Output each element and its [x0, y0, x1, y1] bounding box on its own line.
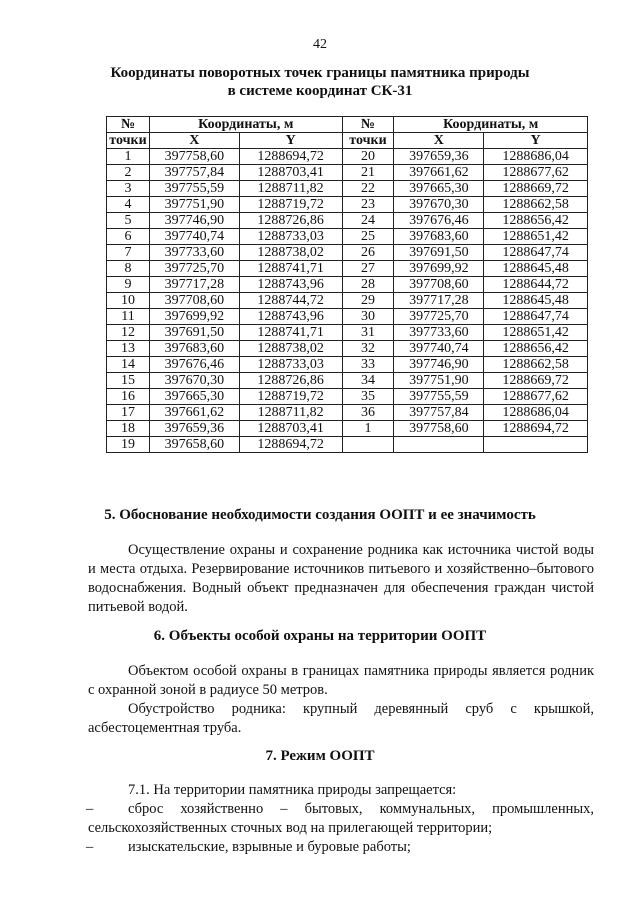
table-row	[107, 245, 588, 261]
table-row	[107, 421, 588, 437]
cell-y-left: 1288719,72	[239, 197, 342, 213]
cell-x-left: 397717,28	[149, 277, 239, 293]
table-row	[107, 293, 588, 309]
section6-text2: Обустройство родника: крупный деревянный сруб с крышкой, асбестоцементная труба.	[88, 701, 594, 736]
cell-point-no-right: 29	[342, 293, 394, 309]
section6-paragraph-1	[88, 662, 594, 700]
cell-y-left: 1288726,86	[239, 213, 342, 229]
cell-point-no-left: 19	[107, 437, 150, 453]
cell-x-right: 397670,30	[394, 197, 484, 213]
cell-point-no-right: 20	[342, 149, 394, 165]
header-coords-right: Координаты, м	[394, 117, 588, 133]
cell-point-no-left: 14	[107, 357, 150, 373]
cell-y-left: 1288733,03	[239, 229, 342, 245]
cell-point-no-right: 1	[342, 421, 394, 437]
cell-y-right: 1288686,04	[484, 405, 588, 421]
table-title	[0, 64, 640, 100]
cell-y-left: 1288694,72	[239, 149, 342, 165]
cell-x-left: 397683,60	[149, 341, 239, 357]
cell-y-left: 1288711,82	[239, 405, 342, 421]
list-item	[88, 800, 594, 838]
cell-point-no-left: 2	[107, 165, 150, 181]
cell-point-no-left: 3	[107, 181, 150, 197]
coordinates-table	[106, 116, 588, 453]
cell-point-no-left: 7	[107, 245, 150, 261]
page-number: 42	[313, 37, 327, 52]
cell-x-left: 397699,92	[149, 309, 239, 325]
cell-point-no-right: 31	[342, 325, 394, 341]
cell-y-right: 1288651,42	[484, 229, 588, 245]
table-title-line2: в системе координат СК-31	[227, 83, 413, 99]
cell-y-left: 1288703,41	[239, 421, 342, 437]
cell-x-right: 397699,92	[394, 261, 484, 277]
list-item-text: сброс хозяйственно – бытовых, коммунальных, промышленных, сельскохозяйственных сточных вод на прилегающей территории;	[88, 801, 594, 836]
cell-point-no-right: 28	[342, 277, 394, 293]
cell-x-right: 397733,60	[394, 325, 484, 341]
cell-x-left: 397740,74	[149, 229, 239, 245]
cell-point-no-left: 8	[107, 261, 150, 277]
cell-x-left: 397659,36	[149, 421, 239, 437]
section5-paragraph	[88, 541, 594, 617]
cell-x-right: 397740,74	[394, 341, 484, 357]
cell-y-left: 1288743,96	[239, 309, 342, 325]
cell-y-left: 1288741,71	[239, 325, 342, 341]
cell-y-left: 1288733,03	[239, 357, 342, 373]
cell-x-left: 397751,90	[149, 197, 239, 213]
section7-heading: 7. Режим ООПТ	[265, 748, 375, 764]
cell-y-right	[484, 437, 588, 453]
cell-point-no-left: 10	[107, 293, 150, 309]
cell-y-right: 1288677,62	[484, 389, 588, 405]
cell-x-right: 397717,28	[394, 293, 484, 309]
cell-x-right: 397661,62	[394, 165, 484, 181]
cell-y-left: 1288743,96	[239, 277, 342, 293]
table-row	[107, 213, 588, 229]
header-y-left: Y	[239, 133, 342, 149]
cell-point-no-left: 15	[107, 373, 150, 389]
cell-point-no-left: 6	[107, 229, 150, 245]
list-dash: –	[86, 801, 94, 817]
section6-paragraph-2	[88, 700, 594, 738]
cell-point-no-right: 36	[342, 405, 394, 421]
cell-y-right: 1288651,42	[484, 325, 588, 341]
cell-x-right: 397708,60	[394, 277, 484, 293]
cell-y-left: 1288694,72	[239, 437, 342, 453]
table-row	[107, 229, 588, 245]
table-row	[107, 373, 588, 389]
table-row	[107, 197, 588, 213]
cell-x-right: 397665,30	[394, 181, 484, 197]
cell-point-no-right: 33	[342, 357, 394, 373]
cell-point-no-left: 9	[107, 277, 150, 293]
cell-y-right: 1288677,62	[484, 165, 588, 181]
cell-y-right: 1288694,72	[484, 421, 588, 437]
cell-y-left: 1288726,86	[239, 373, 342, 389]
cell-x-left: 397757,84	[149, 165, 239, 181]
cell-point-no-right: 22	[342, 181, 394, 197]
table-header-row-2	[107, 133, 588, 149]
cell-x-left: 397725,70	[149, 261, 239, 277]
cell-x-right: 397746,90	[394, 357, 484, 373]
section6-text1: Объектом особой охраны в границах памятника природы является родник с охранной зоной в радиусе 50 метров.	[88, 663, 594, 698]
cell-x-left: 397755,59	[149, 181, 239, 197]
cell-y-right: 1288656,42	[484, 213, 588, 229]
section7-intro: 7.1. На территории памятника природы запрещается:	[128, 782, 457, 798]
cell-point-no-right	[342, 437, 394, 453]
section5-text: Осуществление охраны и сохранение родника как источника чистой воды и места отдыха. Резервирование источников питьевого и хозяйственно–бытового водоснабжения. Водный объект предназначен для обеспечения граждан чистой питьевой водой.	[88, 542, 594, 615]
cell-x-left: 397661,62	[149, 405, 239, 421]
cell-y-left: 1288703,41	[239, 165, 342, 181]
cell-point-no-left: 11	[107, 309, 150, 325]
cell-point-no-left: 18	[107, 421, 150, 437]
cell-x-left: 397746,90	[149, 213, 239, 229]
cell-point-no-right: 26	[342, 245, 394, 261]
table-row	[107, 405, 588, 421]
header-x-right: X	[394, 133, 484, 149]
section5-heading: 5. Обоснование необходимости создания ООПТ и ее значимость	[104, 507, 536, 523]
cell-point-no-right: 34	[342, 373, 394, 389]
table-body	[107, 149, 588, 453]
cell-y-left: 1288744,72	[239, 293, 342, 309]
cell-y-right: 1288645,48	[484, 261, 588, 277]
header-no-left: №	[107, 117, 150, 133]
table-row	[107, 325, 588, 341]
cell-x-left: 397708,60	[149, 293, 239, 309]
cell-x-right: 397659,36	[394, 149, 484, 165]
table-row	[107, 357, 588, 373]
list-item	[88, 838, 594, 857]
cell-point-no-left: 16	[107, 389, 150, 405]
cell-x-right: 397755,59	[394, 389, 484, 405]
cell-x-left: 397665,30	[149, 389, 239, 405]
cell-point-no-right: 23	[342, 197, 394, 213]
cell-x-right	[394, 437, 484, 453]
cell-y-right: 1288669,72	[484, 181, 588, 197]
cell-y-right: 1288656,42	[484, 341, 588, 357]
table-header-row-1	[107, 117, 588, 133]
cell-x-right: 397751,90	[394, 373, 484, 389]
cell-y-right: 1288669,72	[484, 373, 588, 389]
cell-y-left: 1288738,02	[239, 245, 342, 261]
cell-point-no-right: 32	[342, 341, 394, 357]
cell-y-right: 1288647,74	[484, 309, 588, 325]
cell-x-left: 397676,46	[149, 357, 239, 373]
cell-point-no-right: 30	[342, 309, 394, 325]
table-row	[107, 181, 588, 197]
cell-y-right: 1288644,72	[484, 277, 588, 293]
cell-point-no-right: 21	[342, 165, 394, 181]
list-item-text: изыскательские, взрывные и буровые работы;	[128, 839, 411, 855]
header-no-right: №	[342, 117, 394, 133]
table-row	[107, 261, 588, 277]
table-title-line1: Координаты поворотных точек границы памятника природы	[110, 65, 530, 81]
cell-y-right: 1288662,58	[484, 357, 588, 373]
table-row	[107, 309, 588, 325]
table-row	[107, 165, 588, 181]
header-y-right: Y	[484, 133, 588, 149]
cell-x-left: 397691,50	[149, 325, 239, 341]
cell-y-left: 1288719,72	[239, 389, 342, 405]
cell-y-right: 1288662,58	[484, 197, 588, 213]
cell-point-no-left: 1	[107, 149, 150, 165]
table-row	[107, 437, 588, 453]
cell-point-no-right: 25	[342, 229, 394, 245]
section7-intro-paragraph	[88, 781, 594, 800]
cell-x-right: 397725,70	[394, 309, 484, 325]
list-dash: –	[86, 839, 94, 855]
cell-x-right: 397691,50	[394, 245, 484, 261]
cell-point-no-right: 24	[342, 213, 394, 229]
cell-y-right: 1288647,74	[484, 245, 588, 261]
cell-x-right: 397683,60	[394, 229, 484, 245]
cell-point-no-left: 4	[107, 197, 150, 213]
cell-y-left: 1288741,71	[239, 261, 342, 277]
cell-y-left: 1288711,82	[239, 181, 342, 197]
cell-point-no-left: 5	[107, 213, 150, 229]
table-row	[107, 277, 588, 293]
table-row	[107, 149, 588, 165]
cell-x-right: 397757,84	[394, 405, 484, 421]
cell-x-right: 397676,46	[394, 213, 484, 229]
table-row	[107, 389, 588, 405]
header-x-left: X	[149, 133, 239, 149]
header-point-right: точки	[342, 133, 394, 149]
cell-y-right: 1288645,48	[484, 293, 588, 309]
cell-point-no-left: 17	[107, 405, 150, 421]
cell-x-right: 397758,60	[394, 421, 484, 437]
header-coords-left: Координаты, м	[149, 117, 342, 133]
cell-point-no-right: 27	[342, 261, 394, 277]
cell-x-left: 397670,30	[149, 373, 239, 389]
cell-x-left: 397658,60	[149, 437, 239, 453]
section6-heading: 6. Объекты особой охраны на территории ООПТ	[153, 628, 487, 644]
header-point-left: точки	[107, 133, 150, 149]
cell-y-left: 1288738,02	[239, 341, 342, 357]
cell-point-no-left: 13	[107, 341, 150, 357]
cell-point-no-right: 35	[342, 389, 394, 405]
table-row	[107, 341, 588, 357]
cell-x-left: 397733,60	[149, 245, 239, 261]
cell-y-right: 1288686,04	[484, 149, 588, 165]
cell-x-left: 397758,60	[149, 149, 239, 165]
cell-point-no-left: 12	[107, 325, 150, 341]
